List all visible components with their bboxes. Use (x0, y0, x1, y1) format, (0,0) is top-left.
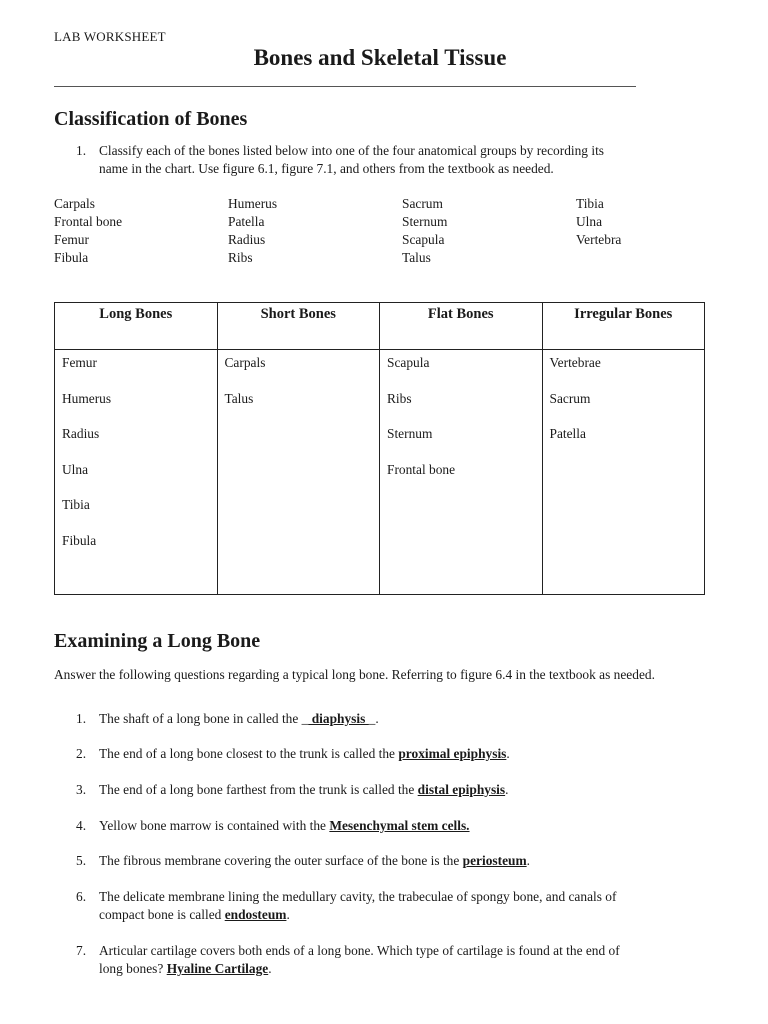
classification-table (54, 302, 705, 595)
answer-text: distal epiphysis (417, 782, 506, 797)
table-entry: Radius (62, 426, 100, 442)
question-prompt: The fibrous membrane covering the outer surface of the bone is the (99, 853, 463, 868)
bone-list-item: Sacrum (402, 196, 443, 211)
bone-list-item: Talus (402, 250, 431, 265)
question-prompt: The end of a long bone farthest from the trunk is called the (99, 782, 418, 797)
answer-text: Hyaline Cartilage (166, 961, 269, 976)
table-cell (542, 350, 705, 595)
table-header-row (55, 303, 705, 350)
question-prompt: The end of a long bone closest to the trunk is called the (99, 746, 399, 761)
answer-text: periosteum (462, 853, 527, 868)
bone-list-column (228, 195, 277, 267)
table-entry: Fibula (62, 532, 97, 548)
bone-list-item: Sternum (402, 214, 448, 229)
question-prompt-line: Articular cartilage covers both ends of a long bone. Which type of cartilage is found at the end of (99, 943, 620, 958)
question-prompt: The shaft of a long bone in called the _ (99, 711, 309, 726)
bone-list-column (576, 195, 621, 249)
question-suffix: . (526, 853, 530, 868)
table-cell (55, 350, 218, 595)
table-cell (380, 350, 543, 595)
question-suffix: . (506, 746, 510, 761)
table-header-cell: Short Bones (217, 303, 380, 350)
bone-list-item: Ribs (228, 250, 253, 265)
question-prompt: compact bone is called (99, 907, 225, 922)
question-suffix: . (505, 782, 509, 797)
table-entry: Scapula (387, 355, 430, 370)
instructions-text: Answer the following questions regarding a typical long bone. Referring to figure 6.4 in the textbook as needed. (54, 667, 655, 682)
table-entry: Sternum (387, 426, 433, 442)
question-text-line: name in the chart. Use figure 6.1, figure 7.1, and others from the textbook as needed. (99, 161, 554, 176)
bone-list-item: Patella (228, 214, 265, 229)
bone-list-item: Tibia (576, 196, 604, 211)
question-number: 7. (76, 943, 87, 958)
question-prompt: long bones? (99, 961, 167, 976)
question-prompt-line: The delicate membrane lining the medullary cavity, the trabeculae of spongy bone, and canals of (99, 889, 617, 904)
question-number: 4. (76, 818, 87, 833)
answer-text: endosteum (224, 907, 287, 922)
bone-list-item: Femur (54, 232, 89, 247)
question-text (99, 781, 729, 799)
table-header-cell: Long Bones (55, 303, 218, 350)
table-header-cell: Flat Bones (380, 303, 543, 350)
question-number: 3. (76, 782, 87, 797)
bone-list-column (54, 195, 122, 267)
table-entry: Patella (549, 426, 586, 442)
question-number: 1. (76, 143, 87, 158)
question-text (99, 942, 729, 978)
bone-list-item: Vertebra (576, 232, 622, 247)
title-divider (54, 86, 636, 87)
question-suffix: _. (368, 711, 379, 726)
question-text (99, 142, 699, 178)
bone-list-item: Carpals (54, 196, 95, 211)
table-entry: Tibia (62, 497, 90, 513)
section-heading-long-bone: Examining a Long Bone (54, 630, 261, 652)
bone-list-item: Radius (228, 232, 266, 247)
answer-text: diaphysis (308, 711, 369, 726)
question-text (99, 888, 729, 924)
question-suffix: . (286, 907, 290, 922)
table-entry: Vertebrae (549, 355, 601, 370)
table-entry: Femur (62, 355, 97, 370)
question-number: 1. (76, 711, 87, 726)
question-number: 5. (76, 853, 87, 868)
table-row (55, 350, 705, 595)
worksheet-label: LAB WORKSHEET (54, 29, 166, 44)
table-entry: Carpals (224, 355, 266, 370)
table-entry: Frontal bone (387, 461, 456, 477)
answer-text: proximal epiphysis (398, 746, 507, 761)
bone-list-item: Scapula (402, 232, 445, 247)
table-cell (217, 350, 380, 595)
table-entry: Sacrum (549, 390, 591, 406)
question-number: 6. (76, 889, 87, 904)
table-entry: Humerus (62, 390, 112, 406)
question-suffix: . (268, 961, 272, 976)
bone-list-item: Fibula (54, 250, 89, 265)
bone-list-item: Frontal bone (54, 214, 123, 229)
question-text (99, 817, 729, 835)
section-heading-classification: Classification of Bones (54, 108, 248, 130)
question-text (99, 710, 729, 728)
document-title: Bones and Skeletal Tissue (253, 45, 507, 70)
question-number: 2. (76, 746, 87, 761)
answer-text: Mesenchymal stem cells. (329, 818, 470, 833)
table-entry: Ulna (62, 461, 89, 477)
table-header-cell: Irregular Bones (542, 303, 705, 350)
question-text (99, 852, 729, 870)
question-text (99, 745, 729, 763)
question-text-line: Classify each of the bones listed below into one of the four anatomical groups by recording its (99, 143, 604, 158)
bone-list-item: Humerus (228, 196, 278, 211)
table-entry: Ribs (387, 390, 412, 406)
table-entry: Talus (224, 390, 254, 406)
bone-list-column (402, 195, 447, 267)
bone-list-item: Ulna (576, 214, 603, 229)
question-prompt: Yellow bone marrow is contained with the (99, 818, 330, 833)
